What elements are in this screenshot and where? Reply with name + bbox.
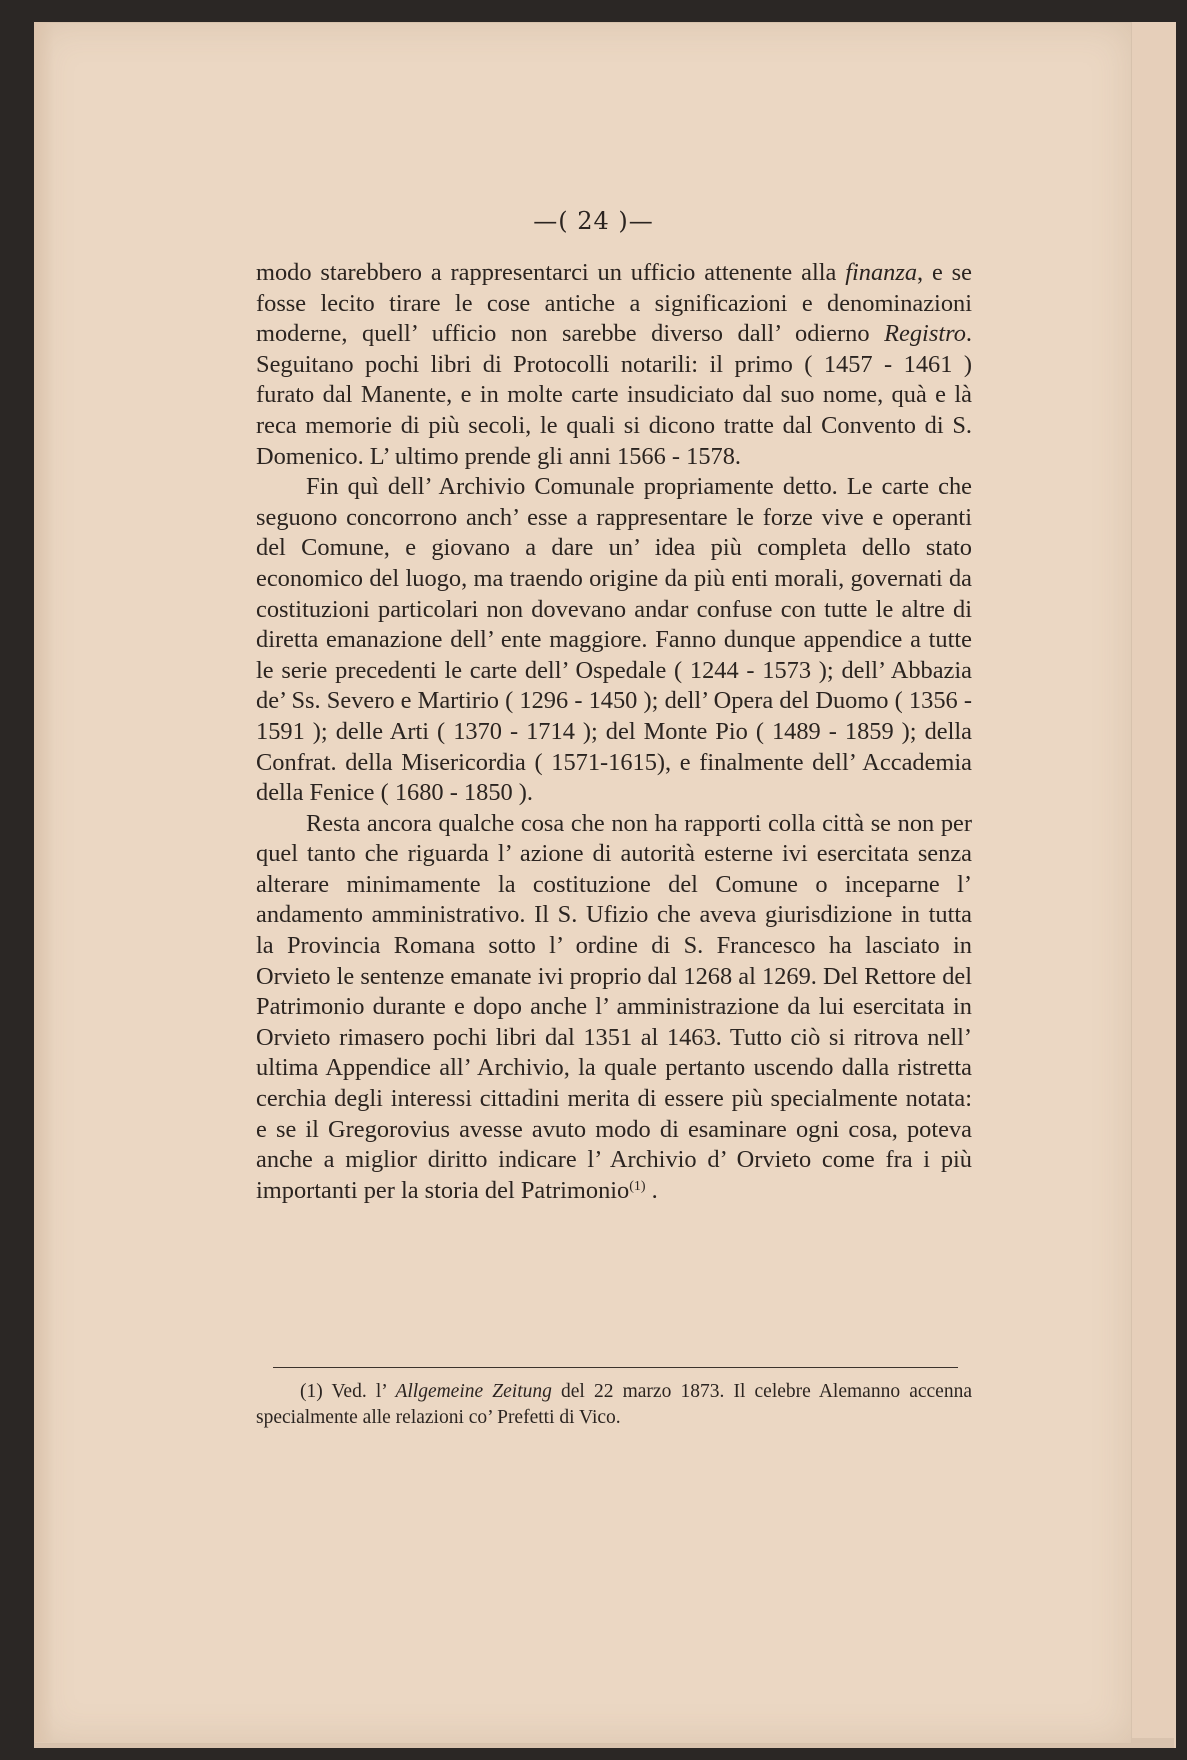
page-binding-shadow: [34, 22, 54, 1742]
italic-finanza: finanza: [845, 259, 918, 286]
italic-allgemeine-zeitung: Allgemeine Zeitung: [395, 1381, 552, 1402]
paragraph-2: Fin quì dell’ Archivio Comunale propriamente detto. Le carte che seguono concorrono anch’ esse a rappresentare le forze vive e operanti del Comune, e giovano a dare un’ idea più completa dello stato economico del luogo, ma traendo origine da più enti morali, governati da costituzioni particolari non dovevano andar confuse con tutte le altre di diretta emanazione dell’ ente maggiore. Fanno dunque appendice a tutte le serie precedenti le carte dell’ Ospedale ( 1244 - 1573 ); dell’ Abbazia de’ Ss. Severo e Martirio ( 1296 - 1450 ); dell’ Opera del Duomo ( 1356 - 1591 ); delle Arti ( 1370 - 1714 ); del Monte Pio ( 1489 - 1859 ); della Confrat. della Misericordia ( 1571-1615), e finalmente dell’ Accademia della Fenice ( 1680 - 1850 ).: [256, 473, 972, 807]
footnote-reference: (1): [629, 1178, 646, 1194]
main-text: [256, 258, 972, 1206]
footnote-separator: [273, 1367, 958, 1368]
page-number: —( 24 )—: [533, 207, 654, 235]
paragraph-1: modo starebbero a rappresentarci un ufficio attenente alla finanza, e se fosse lecito tirare le cose antiche a significazioni e denominazioni moderne, quell’ ufficio non sarebbe diverso dall’ odierno Registro. Seguitano pochi libri di Protocolli notarili: il primo ( 1457 - 1461 ) furato dal Manente, e in molte carte insudiciato dal suo nome, quà e là reca memorie di più secoli, le quali si dicono tratte dal Convento di S. Domenico. L’ ultimo prende gli anni 1566 - 1578.: [256, 259, 973, 470]
paragraph-3: Resta ancora qualche cosa che non ha rapporti colla città se non per quel tanto che riguarda l’ azione di autorità esterne ivi esercitata senza alterare minimamente la costituzione del Comune o inceparne l’ andamento amministrativo. Il S. Ufizio che aveva giurisdizione in tutta la Provincia Romana sotto l’ ordine di S. Francesco ha lasciato in Orvieto le sentenze emanate ivi proprio dal 1268 al 1269. Del Rettore del Patrimonio durante e dopo anche l’ amministrazione da lui esercitata in Orvieto rimasero pochi libri dal 1351 al 1463. Tutto ciò si ritrova nell’ ultima Appendice all’ Archivio, la quale pertanto uscendo dalla ristretta cerchia degli interessi cittadini merita di essere più specialmente notata: e se il Gregorovius avesse avuto modo di esaminare ogni cosa, poteva anche a miglior diritto indicare l’ Archivio d’ Orvieto come fra i più importanti per la storia del Patrimonio$^{(1)}$ .: [256, 809, 972, 1204]
italic-registro: Registro: [884, 320, 966, 348]
footnote: (1) Ved. l’ Allgemeine Zeitung del 22 marzo 1873. Il celebre Alemanno accenna specialmente alle relazioni co’ Prefetti di Vico.: [256, 1381, 972, 1428]
